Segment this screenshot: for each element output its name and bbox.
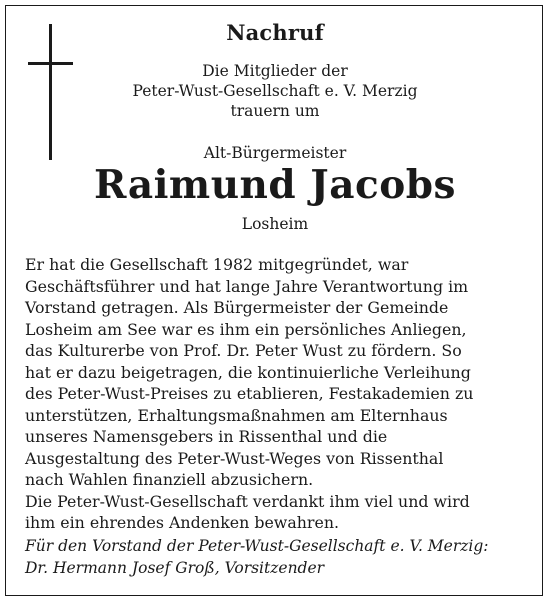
tribute-line: Losheim am See war es ihm ein persönliches Anliegen, [25, 319, 467, 339]
tribute-line: das Kulturerbe von Prof. Dr. Peter Wust zu fördern. So [25, 341, 462, 360]
tribute-line: unterstützen, Erhaltungsmaßnahmen am Elternhaus [25, 405, 448, 425]
signature-line-chair: Dr. Hermann Josef Groß, Vorsitzender [25, 558, 325, 577]
deceased-name: Raimund Jacobs [94, 162, 456, 208]
notice-heading: Nachruf [226, 20, 324, 45]
intro-text [0, 61, 550, 121]
intro-line: Peter-Wust-Gesellschaft e. V. Merzig [132, 82, 418, 100]
tribute-line: Geschäftsführer und hat lange Jahre Verantwortung im [25, 276, 469, 296]
tribute-line: Er hat die Gesellschaft 1982 mitgegründet, war [25, 255, 409, 274]
tribute-line: Die Peter-Wust-Gesellschaft verdankt ihm viel und wird [25, 491, 470, 511]
tribute-line: Ausgestaltung des Peter-Wust-Weges von Rissenthal [25, 448, 444, 468]
signature-block [25, 536, 535, 579]
tribute-line: des Peter-Wust-Preises zu etablieren, Festakademien zu [25, 384, 474, 403]
tribute-line: unseres Namensgebers in Rissenthal und die [25, 427, 388, 446]
deceased-title: Alt-Bürgermeister [203, 144, 347, 162]
tribute-line: ihm ein ehrendes Andenken bewahren. [25, 513, 340, 532]
tribute-text [25, 254, 535, 534]
tribute-line: hat er dazu beigetragen, die kontinuierliche Verleihung [25, 362, 471, 382]
tribute-line: Vorstand getragen. Als Bürgermeister der Gemeinde [25, 298, 449, 317]
intro-line: Die Mitglieder der [202, 62, 348, 80]
intro-line: trauern um [230, 102, 320, 120]
signature-line-board: Für den Vorstand der Peter-Wust-Gesellschaft e. V. Merzig: [25, 537, 489, 555]
tribute-line: nach Wahlen finanziell abzusichern. [25, 470, 314, 489]
deceased-place: Losheim [241, 215, 309, 233]
